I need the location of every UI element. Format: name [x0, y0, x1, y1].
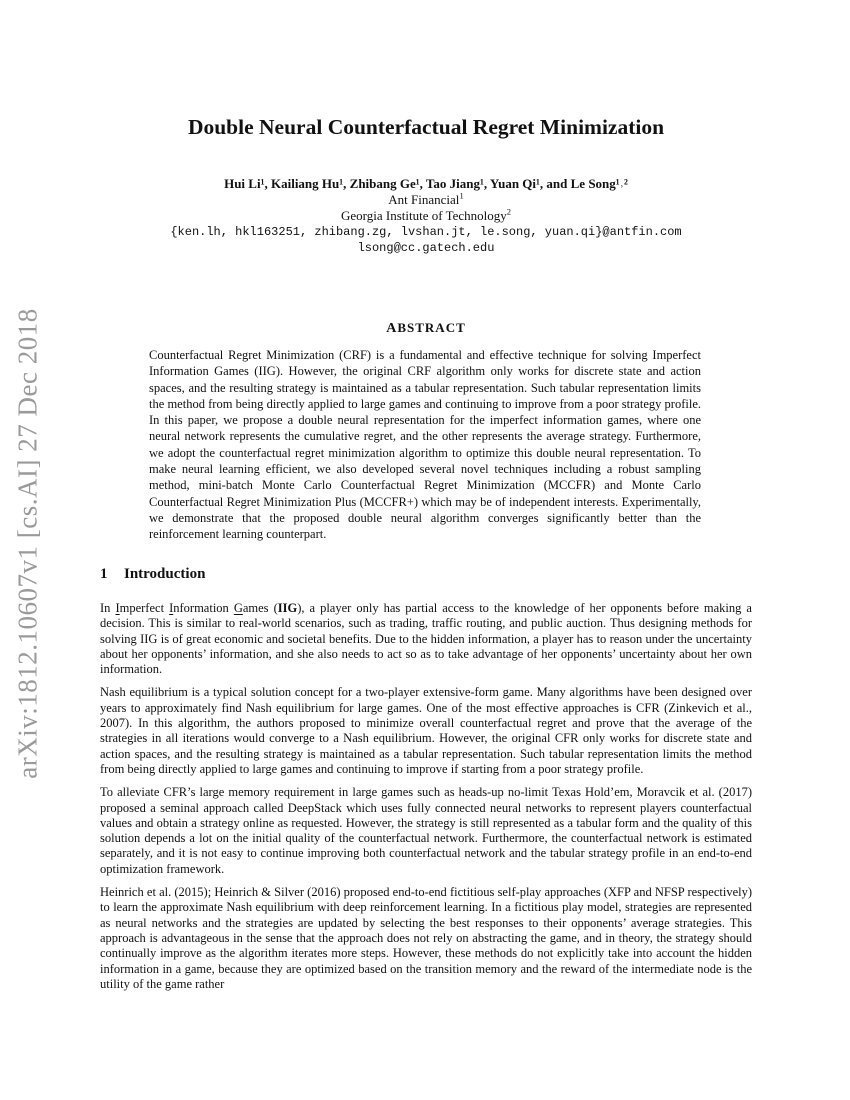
paper-title: Double Neural Counterfactual Regret Minimization — [187, 115, 665, 139]
p1-iig-bold: IIG — [277, 601, 298, 615]
affiliation-1-sup: 1 — [459, 190, 464, 201]
abstract-heading-rest: BSTRACT — [397, 320, 466, 335]
p1-G-underline: G — [233, 601, 243, 615]
abstract-text: Counterfactual Regret Minimization (CRF) is a fundamental and effective technique for solving Imperfect Information Games (IIG). However, the original CRF algorithm only works for discrete state and action spaces, and the resulting strategy is maintained as a tabular representation. Such tabular representation limits the method from being directly applied to large games and continuing to improve from a poor strategy profile. In this paper, we propose a double neural representation for the imperfect information games, where one neural network represents the cumulative regret, and the other represents the average strategy. Furthermore, we adopt the counterfactual regret minimization algorithm to optimize this double neural representation. To make neural learning efficient, we also developed several novel techniques including a robust sampling method, mini-batch Monte Carlo Counterfactual Regret Minimization (MCCFR) and Monte Carlo Counterfactual Regret Minimization Plus (MCCFR+) which may be of independent interests. Experimentally, we demonstrate that the proposed double neural algorithm converges significantly better than the reinforcement learning counterpart. — [149, 348, 701, 542]
arxiv-stamp — [6, 296, 50, 790]
email-line-1: {ken.lh, hkl163251, zhibang.zg, lvshan.jt, le.song, yuan.qi}@antfin.com — [170, 225, 682, 239]
abstract-heading — [100, 320, 752, 337]
intro-paragraph-2: Nash equilibrium is a typical solution concept for a two-player extensive-form game. Many algorithms have been designed over years to approximately find Nash equilibrium for large games. One of the most effective approaches is CFR (Zinkevich et al., 2007). In this algorithm, the authors proposed to minimize overall counterfactual regret and prove that the average of the strategies in all iterations would converge to a Nash equilibrium. However, the original CFR only works for discrete state and action spaces, and the resulting strategy is maintained as a tabular representation. Such tabular representation limits the method from being directly applied to large games and continuing to improve if starting from a poor strategy profile. — [100, 685, 752, 776]
affiliation-1 — [100, 192, 752, 208]
author-list: Hui Li¹, Kailiang Hu¹, Zhibang Ge¹, Tao Jiang¹, Yuan Qi¹, and Le Song¹˒² — [224, 176, 628, 191]
intro-paragraph-1 — [100, 601, 752, 677]
affiliation-2-name: Georgia Institute of Technology — [340, 208, 507, 223]
affiliation-2 — [100, 208, 752, 224]
p1-mperfect: mperfect — [119, 601, 170, 615]
affiliation-2-sup: 2 — [506, 206, 512, 217]
p1-lead: In — [100, 601, 116, 615]
p1-rest: ), a player only has partial access to the knowledge of her opponents before making a decision. This is similar to real-world scenarios, such as trading, traffic routing, and public auction. Thus designing methods for solving IIG is of great economic and societal benefits. Due to the hidden information, a player has to reason under the uncertainty about her opponents’ information, and she also needs to act so as to take advantage of her opponents’ uncertainty about her own information. — [100, 601, 752, 677]
p1-nformation: nformation — [173, 601, 234, 615]
arxiv-id: arXiv:1812.10607v1 [cs.AI] 27 Dec 2018 — [12, 307, 43, 779]
email-line-2: lsong@cc.gatech.edu — [357, 241, 495, 255]
section-number: 1 — [100, 566, 108, 582]
section-heading-introduction — [100, 566, 205, 583]
affiliation-1-name: Ant Financial — [388, 192, 460, 207]
abstract-heading-initial: A — [386, 321, 398, 336]
intro-paragraph-3: To alleviate CFR’s large memory requirement in large games such as heads-up no-limit Texas Hold’em, Moravcik et al. (2017) proposed a seminal approach called DeepStack which uses fully connected neural networks to represent players counterfactual values and obtain a strategy online as requested. However, the strategy is still represented as a tabular form and the quality of this solution depends a lot on the initial quality of the counterfactual network. Furthermore, the counterfactual network is estimated separately, and it is not easy to continue improving both counterfactual network and the tabular strategy profile in an end-to-end optimization framework. — [100, 785, 752, 876]
p1-ames: ames ( — [242, 601, 278, 615]
p1-I-underline: I — [115, 601, 120, 615]
introduction-body — [100, 601, 752, 1000]
section-title: Introduction — [124, 566, 206, 582]
intro-paragraph-4: Heinrich et al. (2015); Heinrich & Silver (2016) proposed end-to-end fictitious self-play approaches (XFP and NFSP respectively) to learn the approximate Nash equilibrium with deep reinforcement learning. In a fictitious play model, strategies are represented as neural networks and the strategies are updated by selecting the best responses to their opponents’ average strategies. This approach is advantageous in the sense that the approach does not rely on abstracting the game, and in theory, the strategy should continually improve as the algorithm iterates more steps. However, these methods do not explicitly take into account the hidden information in a game, because they are optimized based on the transition memory and the reward of the intermediate node is the utility of the game rather — [100, 885, 752, 991]
p1-I2-underline: I — [169, 601, 174, 615]
author-block — [100, 176, 752, 256]
